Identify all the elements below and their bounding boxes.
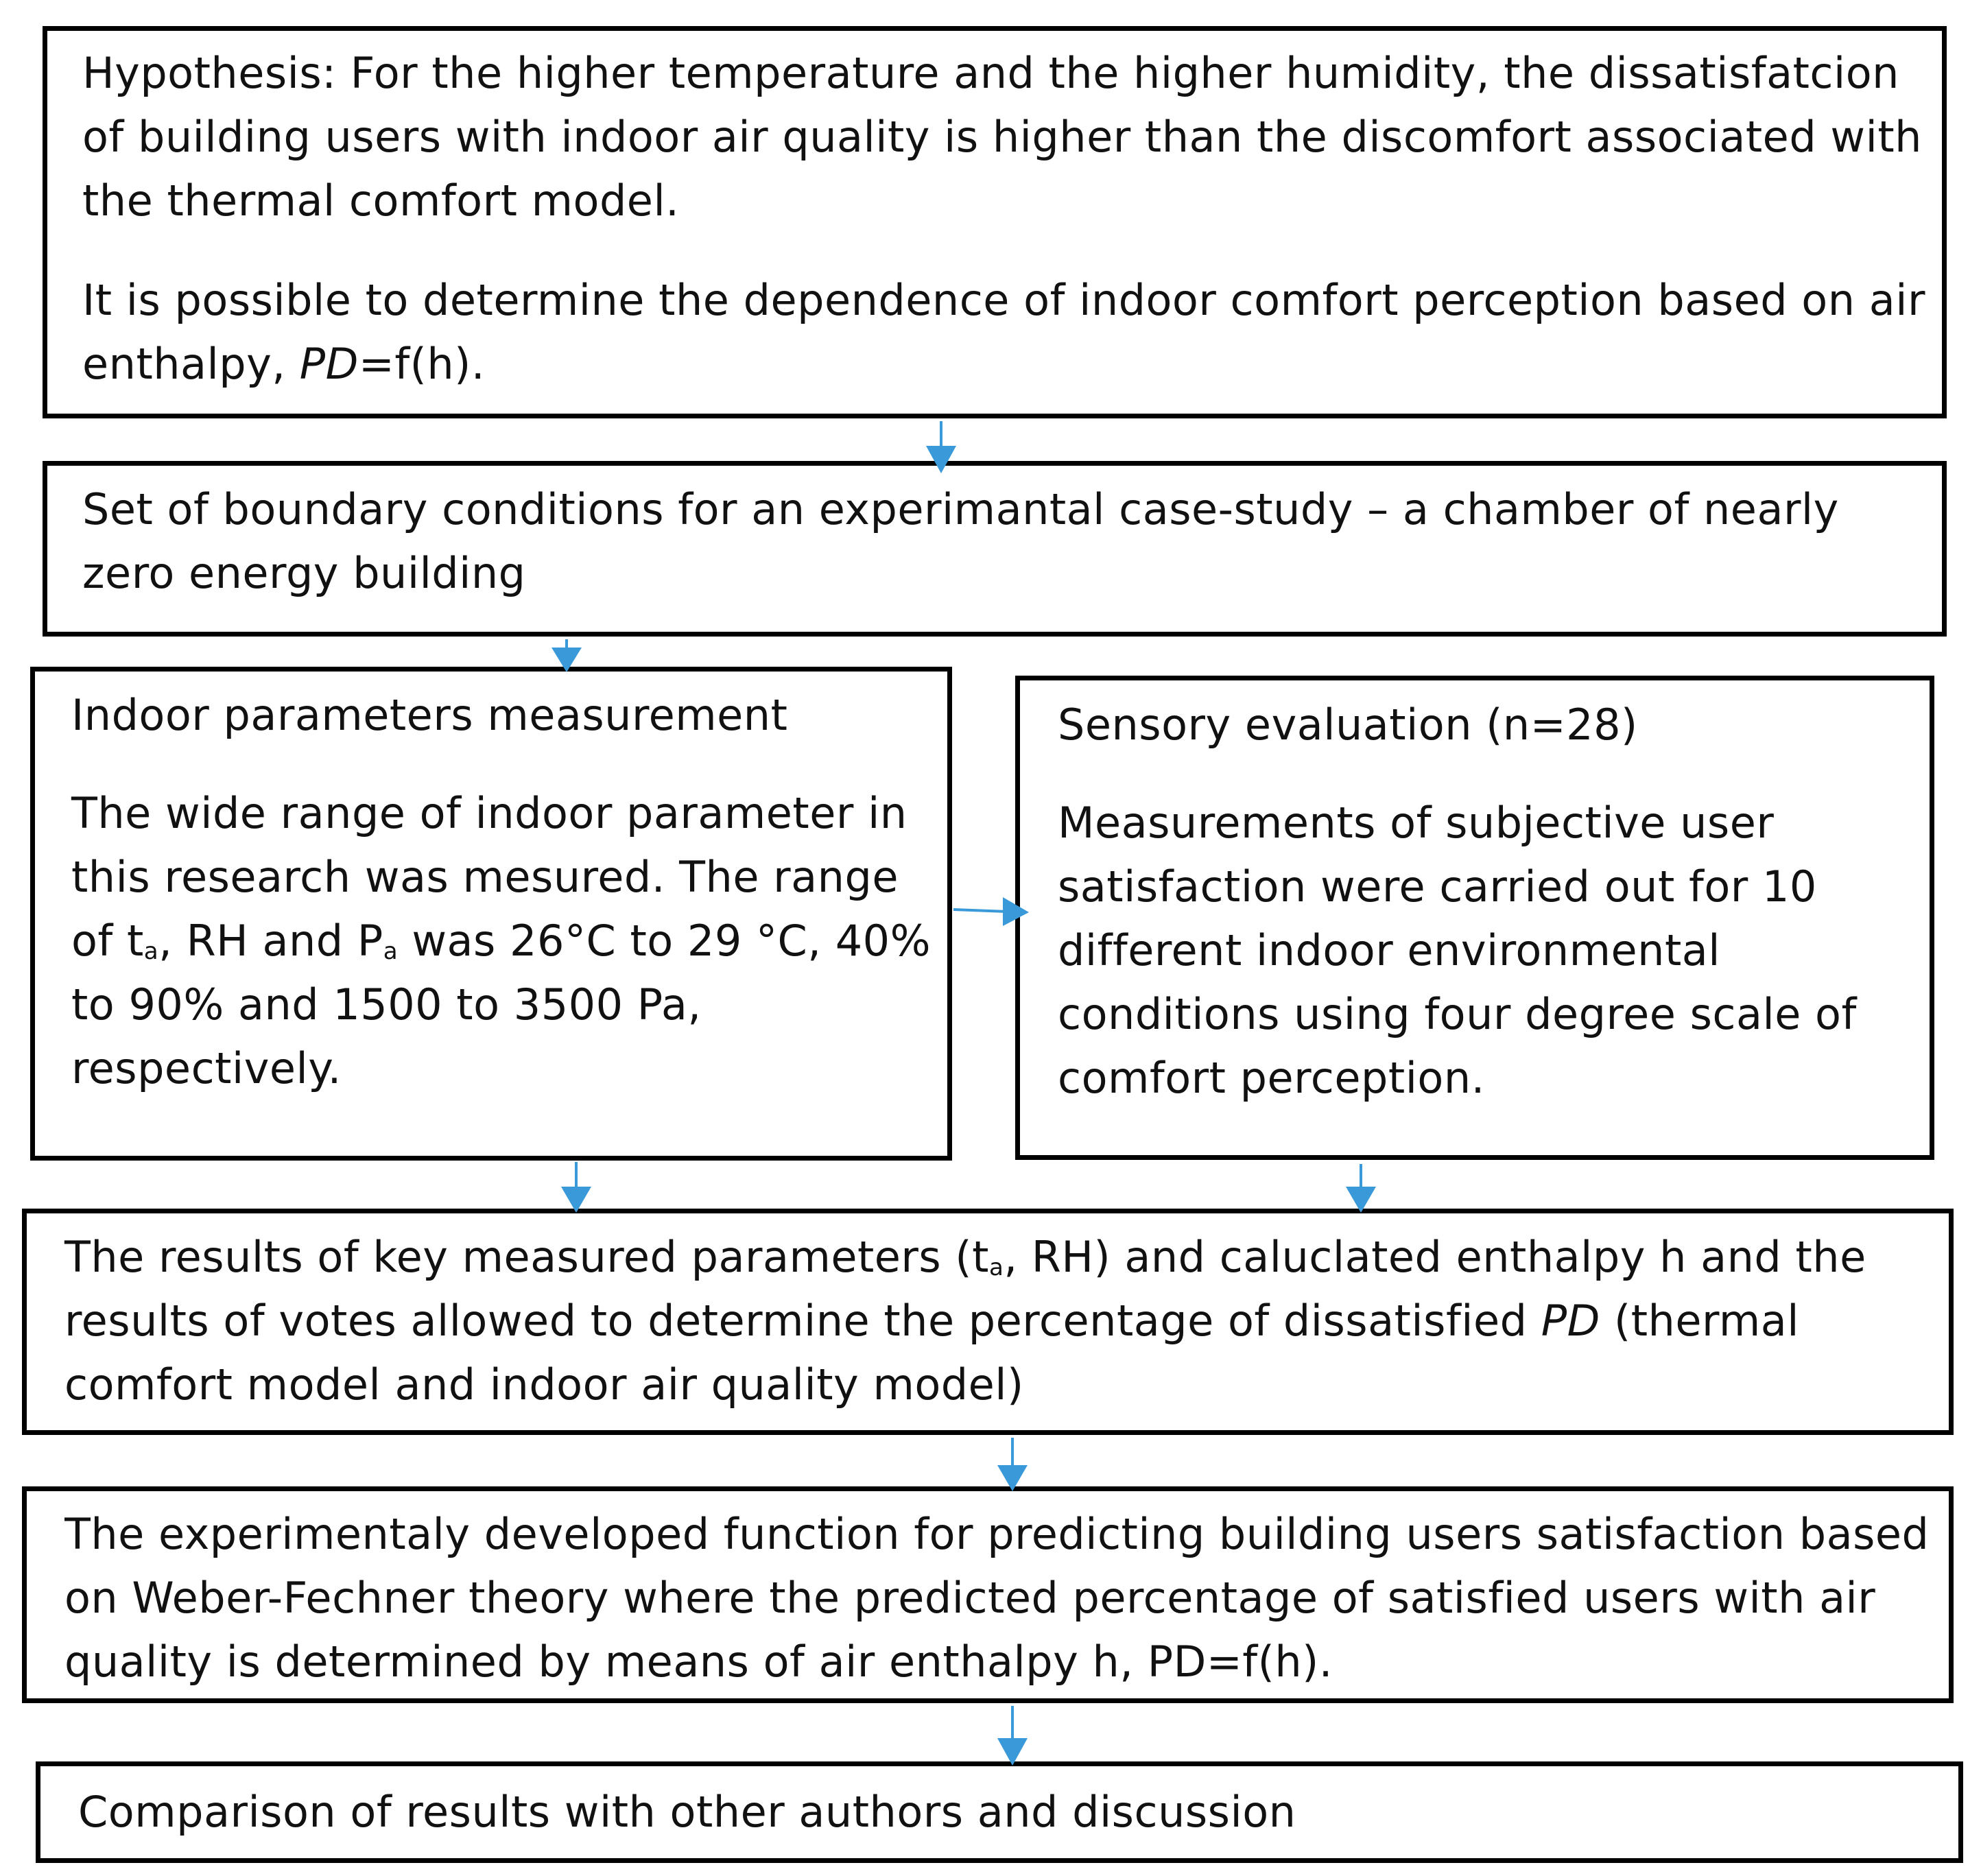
hypothesis-statement: Hypothesis: For the higher temperature and the higher humidity, the dissatisfatcion of building users with indoor air quality is higher than the discomfort associated with the thermal comfort model. [82, 48, 1922, 226]
indoor-measurement-title: Indoor parameters measurement [71, 690, 788, 740]
hypothesis-dependence: It is possible to determine the dependence of indoor comfort perception based on air enthalpy, PD=f(h). [82, 275, 1925, 389]
boundary-conditions-text: Set of boundary conditions for an experimantal case-study – a chamber of nearly zero energy building [82, 484, 1839, 598]
arrow-results-to-function [997, 1438, 1028, 1491]
results-body: The results of key measured parameters ($t_a$, RH) and caluclated enthalpy h and the results of votes allowed to determine the percentage of dissatisfied PD (thermal comfort model and indoor air quality model) [64, 1232, 1866, 1410]
comparison-text: Comparison of results with other authors and discussion [78, 1787, 1296, 1837]
arrow-indoor-to-results [561, 1162, 591, 1213]
arrow-function-to-comparison [997, 1706, 1028, 1766]
indoor-measurement-body: The wide range of indoor parameter in this research was mesured. The range of $t_a$, RH and $P_a$ was 26°C to 29 °C, 40% to 90% and 1500 to 3500 Pa, respectively. [71, 788, 932, 1093]
arrow-sensory-to-results [1346, 1164, 1376, 1213]
arrow-indoor-to-sensory [953, 897, 1029, 926]
sensory-evaluation-body: Measurements of subjective user satisfaction were carried out for 10 different indoor environmental conditions using four degree scale of comfort perception. [1058, 798, 1857, 1103]
sensory-evaluation-title: Sensory evaluation (n=28) [1058, 700, 1638, 750]
developed-function-text: The experimentaly developed function for predicting building users satisfaction based on Weber-Fechner theory where the predicted percentage of satisfied users with air quality is determined by means of air enthalpy h, PD=f(h). [64, 1509, 1930, 1687]
arrow-boundary-to-indoor [551, 639, 582, 672]
arrow-hypothesis-to-boundary [926, 421, 956, 473]
